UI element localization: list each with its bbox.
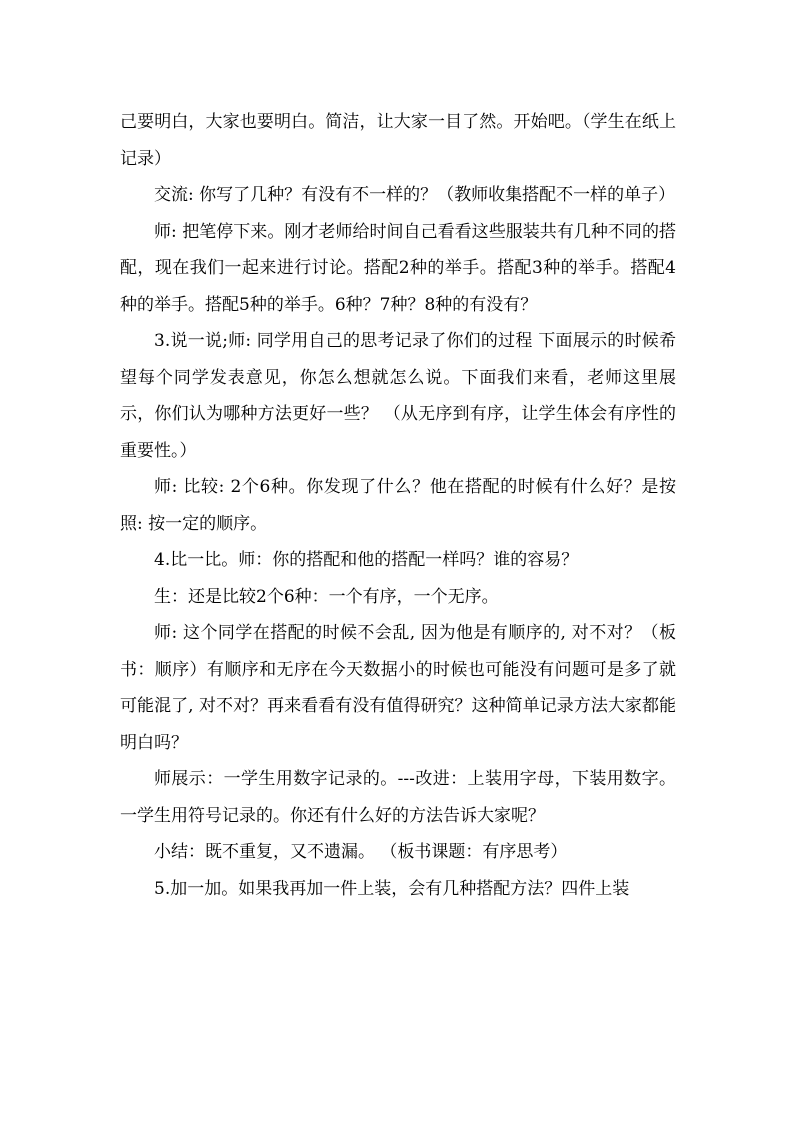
paragraph-add-one: 5.加一加。如果我再加一件上装，会有几种搭配方法？四件上装 bbox=[154, 878, 630, 899]
paragraph-order: 师: 这个同学在搭配的时候不会乱, 因为他是有顺序的, 对不对？（板书：顺序）有顺序和无序在今天数据小的时候也可能没有问题可是多了就可能混了, 对不对？再来看看有没有值得研究？这种简单记录方法大家都能明白吗？ bbox=[120, 623, 676, 753]
paragraph-contrast: 4.比一比。师：你的搭配和他的搭配一样吗？谁的容易？ bbox=[154, 550, 579, 570]
paragraph-compare: 师: 比较: 2个6种。你发现了什么？他在搭配的时候有什么好？是按照: 按一定的顺序。 bbox=[120, 477, 676, 534]
paragraph-say-it: 3.说一说;师: 同学用自己的思考记录了你们的过程 下面展示的时候希望每个同学发表意见，你怎么想就怎么说。下面我们来看，老师这里展示，你们认为哪种方法更好一些？ （从无序到有序，让学生体会有序性的重要性。） bbox=[120, 331, 676, 461]
document-body bbox=[120, 104, 676, 907]
paragraph-teacher-discussion: 师: 把笔停下来。刚才老师给时间自己看看这些服装共有几种不同的搭配，现在我们一起来进行讨论。搭配2种的举手。搭配3种的举手。搭配4种的举手。搭配5种的举手。6种？7种？8种的有没有？ bbox=[120, 221, 676, 315]
paragraph-summary: 小结：既不重复，又不遗漏。 （板书课题：有序思考） bbox=[154, 842, 568, 862]
paragraph-teacher-display: 师展示：一学生用数字记录的。---改进：上装用字母，下装用数字。 一学生用符号记录的。你还有什么好的方法告诉大家呢？ bbox=[120, 769, 676, 826]
paragraph-student-answer: 生：还是比较2个6种：一个有序，一个无序。 bbox=[154, 586, 499, 607]
paragraph-continuation: 己要明白，大家也要明白。简洁，让大家一目了然。开始吧。（学生在纸上记录） bbox=[120, 112, 676, 169]
paragraph-exchange: 交流: 你写了几种？有没有不一样的？（教师收集搭配不一样的单子） bbox=[154, 185, 676, 205]
